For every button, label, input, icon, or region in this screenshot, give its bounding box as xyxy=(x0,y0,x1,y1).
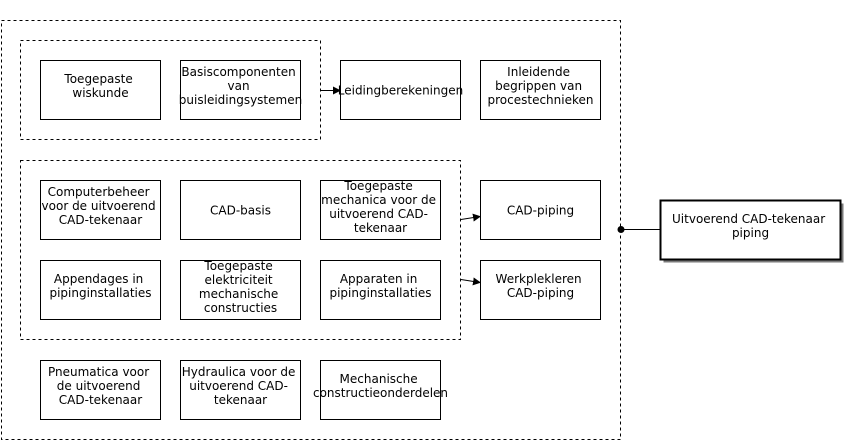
node-computerbeheer xyxy=(41,181,161,240)
node-label: Apparaten in pipinginstallaties xyxy=(329,272,432,300)
node-label: Toegepaste wiskunde xyxy=(64,72,133,100)
node-label: Toegepaste elektriciteit mechanische constructies xyxy=(198,259,279,315)
connector-dot xyxy=(618,226,625,233)
node-label: Werkplekleren CAD-piping xyxy=(495,272,582,300)
node-label: Basiscomponenten van buisleidingsystemen xyxy=(178,65,303,107)
node-label: CAD-basis xyxy=(210,203,271,218)
node-toegepaste-elektriciteit xyxy=(181,259,301,320)
node-label: Appendages in pipinginstallaties xyxy=(49,272,152,300)
node-label: Toegepaste mechanica voor de uitvoerend CAD- tekenaar xyxy=(321,179,437,235)
node-pneumatica xyxy=(41,361,161,420)
node-label: Pneumatica voor de uitvoerend CAD-tekenaar xyxy=(47,365,150,407)
arrow-middle-group-to-cad-piping xyxy=(461,217,480,220)
node-label: Leidingberekeningen xyxy=(337,83,464,98)
node-toegepaste-mechanica xyxy=(321,179,441,240)
node-leidingberekeningen xyxy=(338,61,463,120)
node-mechanische-constructieonderdelen xyxy=(313,361,448,420)
node-appendages xyxy=(41,261,161,320)
node-cad-basis xyxy=(181,181,301,240)
node-label: Mechanische constructieonderdelen xyxy=(312,372,449,400)
arrow-middle-group-to-werkplekleren xyxy=(461,280,480,283)
node-inleidende-begrippen xyxy=(481,61,601,120)
node-hydraulica xyxy=(181,361,301,420)
node-label: Hydraulica voor de uitvoerend CAD- tekenaar xyxy=(181,365,296,407)
node-cad-piping xyxy=(481,181,601,240)
node-toegepaste-wiskunde xyxy=(41,61,161,120)
node-label: Uitvoerend CAD-tekenaar piping xyxy=(672,212,826,240)
node-basiscomponenten xyxy=(179,61,302,120)
node-uitvoerend-cad-tekenaar-piping xyxy=(661,201,844,263)
node-apparaten xyxy=(321,261,441,320)
node-label: CAD-piping xyxy=(506,203,575,218)
node-label: Inleidende begrippen van procestechnieken xyxy=(487,65,594,107)
node-label: Computerbeheer voor de uitvoerend CAD-tekenaar xyxy=(41,185,156,227)
node-werkplekleren xyxy=(481,261,601,320)
